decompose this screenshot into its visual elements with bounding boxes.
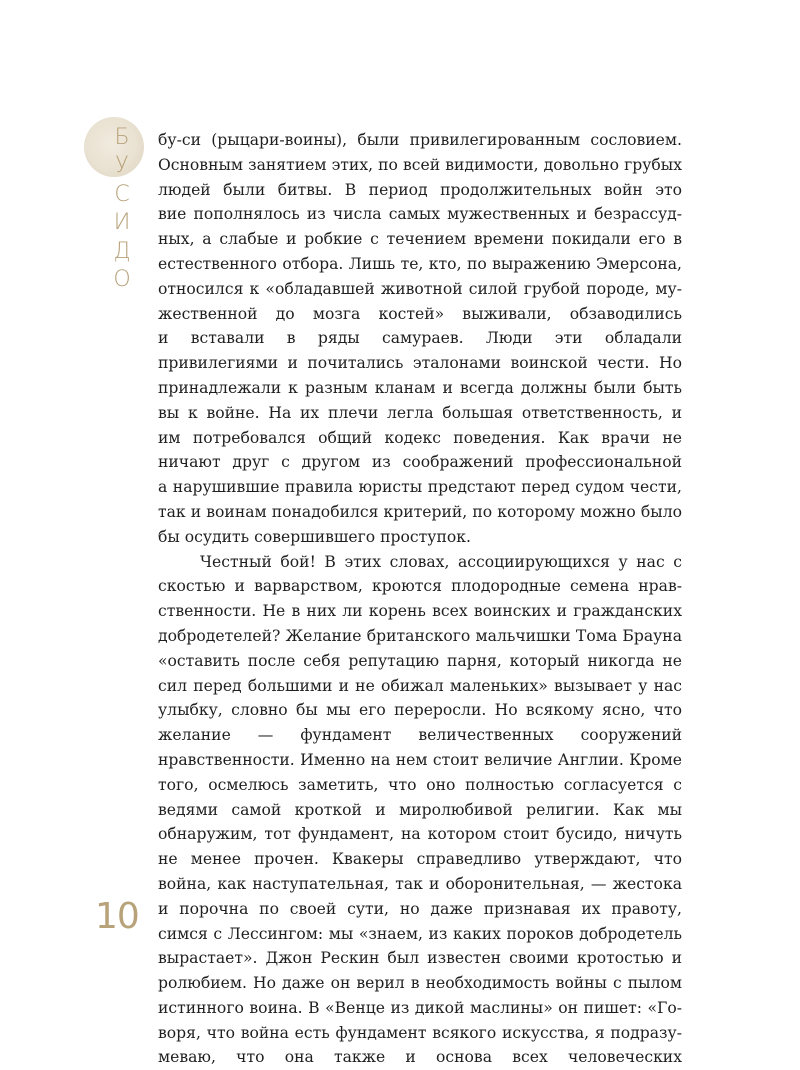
running-title-letter: О [113,267,131,293]
text-line: и порочна по своей сути, но даже признавая их правоту, [158,899,682,918]
text-line: война, как наступательная, так и оборонительная, — жестока [158,874,682,893]
running-title-letter: У [115,153,129,179]
text-line: относился к «обладавшей животной силой грубой породе, му- [158,279,682,298]
text-line: нравственности. Именно на нем стоит величие Англии. Кроме [158,750,682,769]
text-line: обнаружим, тот фундамент, на котором стоит бусидо, ничуть [158,825,682,844]
text-line: ных, а слабые и робкие с течением времени покидали его в [158,230,682,249]
text-line: принадлежали к разным кланам и всегда должны были быть [158,378,682,397]
text-line: Основным занятием этих, по всей видимости, довольно грубых [158,155,682,174]
running-title-letter: Д [113,238,131,264]
text-line: вы к войне. На их плечи легла большая ответственность, и [158,403,682,422]
text-line: «оставить после себя репутацию парня, который никогда не [158,651,682,670]
text-line: ведями самой кроткой и миролюбивой религии. Как мы [158,800,682,819]
paragraph [158,550,682,1070]
text-line: людей были битвы. В период продолжительных войн это [158,180,682,199]
text-line: так и воинам понадобился критерий, по которому можно было [158,502,682,521]
running-title-letter: Б [114,125,130,150]
text-line: желание — фундамент величественных сооружений [158,726,682,745]
text-line: истинного воина. В «Венце из дикой маслины» он пишет: «Го- [158,998,682,1017]
text-line: им потребовался общий кодекс поведения. Как врачи не [158,428,682,447]
text-line: ственности. Не в них ли корень всех воинских и гражданских [158,602,682,621]
text-line: привилегиями и почитались эталонами воинской чести. Но [158,354,682,373]
paragraph [158,128,682,550]
text-line: бы осудить совершившего проступок. [158,527,471,546]
text-line: а нарушившие правила юристы предстают перед судом чести, [158,478,682,497]
text-line: и вставали в ряды самураев. Люди эти обладали [158,329,682,348]
text-line: ролюбием. Но даже он верил в необходимость войны с пылом [158,974,682,993]
text-line: вырастает». Джон Рескин был известен своими кротостью и [158,949,682,968]
text-line: бу-си (рыцари-воины), были привилегированным сословием. [158,131,682,149]
text-line: Честный бой! В этих словах, ассоциирующихся у нас с [200,552,682,571]
text-line: добродетелей? Желание британского мальчишки Тома Брауна [158,626,682,645]
running-title-letter: С [114,181,130,207]
text-line: вие пополнялось из числа самых мужественных и безрассуд- [158,205,682,224]
text-line: ничают друг с другом из соображений профессиональной [158,453,682,472]
text-line: воря, что война есть фундамент всякого искусства, я подразу- [158,1023,682,1042]
running-title [99,124,145,294]
text-line: не менее прочен. Квакеры справедливо утверждают, что [158,850,682,869]
text-line: того, осмелюсь заметить, что оно полностью согласуется с [158,775,682,794]
text-line: улыбку, словно бы мы его переросли. Но всякому ясно, что [158,701,682,720]
body-text [158,128,682,1070]
text-line: симся с Лессингом: мы «знаем, из каких пороков добродетель [158,924,682,943]
page-number: 10 [95,896,139,937]
text-line: меваю, что она также и основа всех человеческих [158,1048,682,1067]
text-line: скостью и варварством, кроются плодородные семена нрав- [158,577,682,596]
running-title-letter: И [113,210,131,236]
text-line: сил перед большими и не обижал маленьких» вызывает у нас [158,676,682,695]
text-line: жественной до мозга костей» выживали, обзаводились [158,304,682,323]
text-line: естественного отбора. Лишь те, кто, по выражению Эмерсона, [158,254,682,273]
